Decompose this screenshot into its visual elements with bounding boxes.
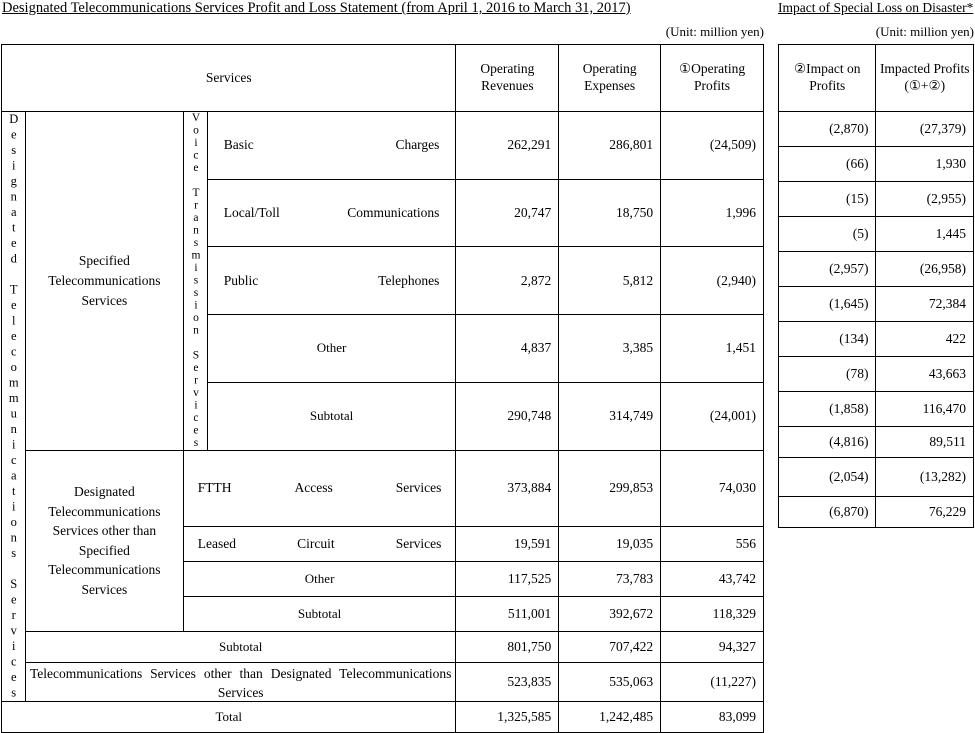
cell-operating-expenses: 18,750	[559, 179, 661, 247]
cell-impacted-profits: 422	[876, 322, 974, 357]
cell-operating-expenses: 535,063	[559, 663, 661, 702]
cell-impact-on-profits: (2,054)	[779, 458, 876, 497]
row-label-other: Other	[183, 562, 456, 597]
table-row	[2, 663, 764, 702]
cell-impact-on-profits: (1,645)	[779, 287, 876, 322]
cell-impact-on-profits: (2,957)	[779, 252, 876, 287]
row-label-part: Telephones	[378, 272, 440, 288]
row-label-line2: Services	[217, 684, 264, 700]
header-operating-expenses-line1: Operating	[582, 61, 637, 77]
group-other-line3: Services other than	[52, 523, 157, 539]
cell-operating-profits: 1,451	[661, 315, 764, 383]
group-other-line6: Services	[81, 581, 128, 597]
header-operating-profits-line2: Profits	[694, 78, 731, 93]
header-operating-profits-line1: ①Operating	[679, 61, 746, 77]
row-label-leased-circuit-services	[183, 527, 456, 562]
row-label-other: Other	[207, 315, 456, 383]
cell-operating-profits: (2,940)	[661, 247, 764, 315]
unit-note-right: (Unit: million yen)	[875, 24, 974, 39]
row-label-part: Circuit	[297, 536, 335, 551]
cell-impacted-profits: 76,229	[876, 497, 974, 528]
cell-impact-on-profits: (78)	[779, 357, 876, 392]
header-operating-expenses	[559, 45, 661, 112]
group-specified-line1: Specified	[78, 253, 130, 269]
cell-operating-revenues: 262,291	[456, 112, 559, 180]
cell-operating-expenses: 73,783	[559, 562, 661, 597]
row-label-subtotal-designated: Subtotal	[25, 632, 455, 663]
row-label-part: Local/Toll	[223, 205, 280, 221]
cell-impacted-profits: (2,955)	[876, 182, 974, 217]
cell-operating-profits: (24,509)	[661, 112, 764, 180]
row-label-other-than-designated	[25, 663, 455, 702]
row-label-subtotal-voice: Subtotal	[207, 382, 456, 450]
header-impact-line2: Profits	[809, 78, 846, 93]
side-table-row	[779, 322, 974, 357]
cell-operating-revenues: 373,884	[456, 450, 559, 527]
group-other-line4: Specified	[78, 542, 130, 558]
special-loss-impact-table	[778, 44, 974, 528]
cell-impact-on-profits: (66)	[779, 147, 876, 182]
side-table-title: Impact of Special Loss on Disaster*	[778, 0, 974, 15]
side-table-row-subtotal	[779, 427, 974, 458]
row-label-part: Services	[395, 480, 442, 496]
cell-operating-revenues: 2,872	[456, 247, 559, 315]
group-other-line2: Telecommunications	[48, 503, 161, 519]
cell-operating-expenses: 707,422	[559, 632, 661, 663]
row-label-part: Public	[223, 272, 259, 288]
cell-operating-expenses: 299,853	[559, 450, 661, 527]
cell-operating-profits: 83,099	[661, 702, 764, 733]
cell-impacted-profits: 1,930	[876, 147, 974, 182]
row-label-part: Basic	[223, 137, 254, 153]
side-table-row-total	[779, 497, 974, 528]
row-label-ftth-access-services	[183, 450, 456, 527]
cell-operating-revenues: 19,591	[456, 527, 559, 562]
cell-operating-expenses: 286,801	[559, 112, 661, 180]
side-table-row	[779, 287, 974, 322]
cell-operating-profits: 118,329	[661, 597, 764, 632]
header-impact-line1: ②Impact on	[794, 61, 861, 77]
cell-operating-revenues: 1,325,585	[456, 702, 559, 733]
side-table-header-row	[779, 45, 974, 112]
row-label-part: Leased	[197, 536, 236, 551]
page-title: Designated Telecommunications Services Profit and Loss Statement (from April 1, 2016 to March 31, 2017)	[2, 0, 631, 16]
header-impacted-line2: (①+②)	[904, 78, 946, 93]
unit-note-left: (Unit: million yen)	[665, 24, 764, 39]
row-label-total: Total	[2, 702, 456, 733]
cell-impact-on-profits: (4,816)	[779, 427, 876, 458]
header-impacted-line1: Impacted Profits	[879, 61, 970, 77]
row-label-line1: Telecommunications Services other than Designated Telecommunications	[29, 666, 452, 682]
vertical-label-voice-transmission-services: Voice Transmission Services	[183, 112, 207, 451]
table-row	[2, 450, 764, 527]
cell-operating-profits: 1,996	[661, 179, 764, 247]
header-operating-revenues-line1: Operating	[480, 61, 535, 77]
header-operating-revenues	[456, 45, 559, 112]
cell-operating-revenues: 20,747	[456, 179, 559, 247]
side-table-row	[779, 112, 974, 147]
cell-operating-profits: (11,227)	[661, 663, 764, 702]
header-operating-expenses-line2: Expenses	[584, 78, 636, 93]
cell-impacted-profits: 116,470	[876, 392, 974, 427]
header-services: Services	[2, 45, 456, 112]
cell-operating-revenues: 290,748	[456, 382, 559, 450]
cell-operating-profits: 74,030	[661, 450, 764, 527]
header-operating-profits	[661, 45, 764, 112]
cell-impacted-profits: (27,379)	[876, 112, 974, 147]
side-table-row	[779, 252, 974, 287]
table-header-row	[2, 45, 764, 112]
cell-operating-expenses: 3,385	[559, 315, 661, 383]
row-label-part: Services	[395, 536, 442, 551]
cell-operating-expenses: 1,242,485	[559, 702, 661, 733]
row-label-part: Access	[294, 480, 333, 496]
cell-operating-profits: 43,742	[661, 562, 764, 597]
row-label-part: Charges	[395, 137, 440, 153]
row-label-basic-charges	[207, 112, 456, 180]
cell-impact-on-profits: (1,858)	[779, 392, 876, 427]
cell-impacted-profits: 1,445	[876, 217, 974, 252]
cell-operating-expenses: 19,035	[559, 527, 661, 562]
cell-operating-expenses: 5,812	[559, 247, 661, 315]
group-label-other-than-specified-services	[25, 450, 183, 632]
row-label-subtotal-other: Subtotal	[183, 597, 456, 632]
cell-impact-on-profits: (134)	[779, 322, 876, 357]
cell-operating-expenses: 392,672	[559, 597, 661, 632]
cell-operating-revenues: 117,525	[456, 562, 559, 597]
cell-operating-profits: 556	[661, 527, 764, 562]
row-label-part: Communications	[347, 205, 440, 221]
cell-impact-on-profits: (15)	[779, 182, 876, 217]
table-row	[2, 112, 764, 180]
cell-impact-on-profits: (5)	[779, 217, 876, 252]
header-operating-revenues-line2: Revenues	[481, 78, 534, 93]
side-table-row	[779, 458, 974, 497]
row-label-part: FTTH	[197, 480, 232, 496]
header-impact-on-profits	[779, 45, 876, 112]
table-row-total	[2, 702, 764, 733]
side-table-row	[779, 217, 974, 252]
vertical-label-designated-telecom-services: Designated Telecommunications Services	[2, 112, 26, 702]
cell-operating-profits: (24,001)	[661, 382, 764, 450]
side-table-row	[779, 182, 974, 217]
cell-impacted-profits: (26,958)	[876, 252, 974, 287]
side-table-row	[779, 147, 974, 182]
side-table-row	[779, 392, 974, 427]
cell-operating-revenues: 523,835	[456, 663, 559, 702]
cell-operating-revenues: 801,750	[456, 632, 559, 663]
side-table-row	[779, 357, 974, 392]
cell-impact-on-profits: (2,870)	[779, 112, 876, 147]
cell-impacted-profits: 72,384	[876, 287, 974, 322]
table-row	[2, 632, 764, 663]
group-specified-line2: Telecommunications	[48, 272, 161, 288]
cell-operating-profits: 94,327	[661, 632, 764, 663]
cell-impacted-profits: 89,511	[876, 427, 974, 458]
cell-operating-expenses: 314,749	[559, 382, 661, 450]
group-label-specified-services	[25, 112, 183, 451]
row-label-public-telephones	[207, 247, 456, 315]
group-specified-line3: Services	[81, 292, 128, 308]
cell-operating-revenues: 511,001	[456, 597, 559, 632]
profit-loss-table	[1, 44, 764, 733]
cell-impacted-profits: (13,282)	[876, 458, 974, 497]
cell-operating-revenues: 4,837	[456, 315, 559, 383]
group-other-line1: Designated	[73, 484, 135, 500]
group-other-line5: Telecommunications	[48, 562, 161, 578]
cell-impact-on-profits: (6,870)	[779, 497, 876, 528]
header-impacted-profits	[876, 45, 974, 112]
cell-impacted-profits: 43,663	[876, 357, 974, 392]
row-label-local-toll-communications	[207, 179, 456, 247]
